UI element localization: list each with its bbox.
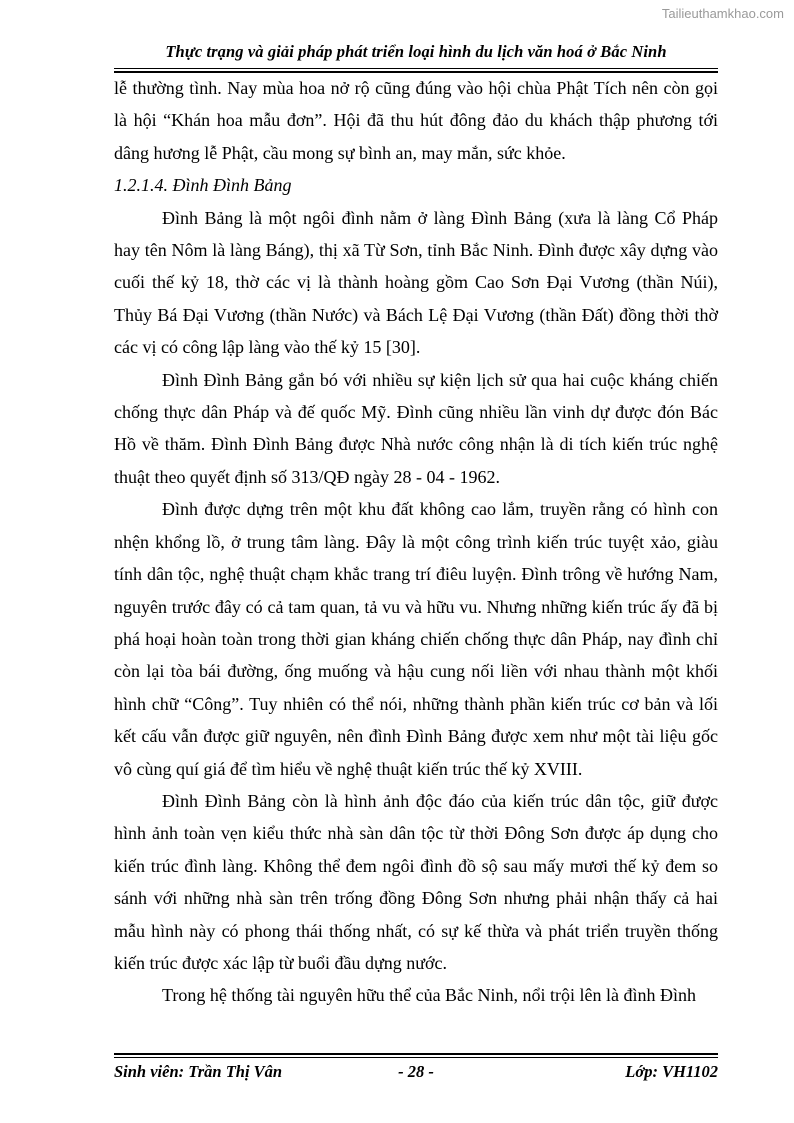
footer-student: Sinh viên: Trần Thị Vân xyxy=(114,1062,283,1081)
page-footer xyxy=(114,1062,718,1084)
paragraph: Đình Đình Bảng gắn bó với nhiều sự kiện lịch sử qua hai cuộc kháng chiến chống thực dân Pháp và đế quốc Mỹ. Đình cũng nhiều lần vinh dự được đón Bác Hồ về thăm. Đình Đình Bảng được Nhà nước công nhận là di tích kiến trúc nghệ thuật theo quyết định số 313/QĐ ngày 28 - 04 - 1962. xyxy=(114,369,718,487)
header-rule xyxy=(114,68,718,69)
page-number: - 28 - xyxy=(398,1062,434,1081)
paragraph: Trong hệ thống tài nguyên hữu thể của Bắc Ninh, nổi trội lên là đình Đình xyxy=(162,985,697,1006)
watermark: Tailieuthamkhao.com xyxy=(661,6,784,21)
footer-class: Lớp: VH1102 xyxy=(625,1062,718,1081)
paragraph: Đình Đình Bảng còn là hình ảnh độc đáo của kiến trúc dân tộc, giữ được hình ảnh toàn vẹn kiểu thức nhà sàn dân tộc từ thời Đông Sơn được áp dụng cho kiến trúc đình làng. Không thể đem ngôi đình đồ sộ sau mấy mươi thế kỷ đem so sánh với những nhà sàn trên trống đồng Đông Sơn nhưng phải nhận thấy cả hai mẫu hình này có phong thái thống nhất, có sự kế thừa và phát triển truyền thống kiến trúc được xác lập từ buổi đầu dựng nước. xyxy=(114,790,718,973)
section-heading: 1.2.1.4. Đình Đình Bảng xyxy=(114,175,292,196)
paragraph-continued: lễ thường tình. Nay mùa hoa nở rộ cũng đúng vào hội chùa Phật Tích nên còn gọi là hội “Khán hoa mẫu đơn”. Hội đã thu hút đông đảo du khách thập phương tới dâng hương lễ Phật, cầu mong sự bình an, may mắn, sức khỏe. xyxy=(114,78,718,163)
paragraph: Đình được dựng trên một khu đất không cao lắm, truyền rằng có hình con nhện khổng lồ, ở trung tâm làng. Đây là một công trình kiến trúc tuyệt xảo, giàu tính dân tộc, nghệ thuật chạm khắc trang trí điêu luyện. Đình trông về hướng Nam, nguyên trước đây có cả tam quan, tả vu và hữu vu. Nhưng những kiến trúc ấy đã bị phá hoại hoàn toàn trong thời gian kháng chiến chống thực dân Pháp, nay đình chỉ còn lại tòa bái đường, ống muống và hậu cung nối liền với nhau thành một khối hình chữ “Công”. Tuy nhiên có thể nói, những thành phần kiến trúc cơ bản và lối kết cấu vẫn được giữ nguyên, nên đình Đình Bảng được xem như một tài liệu gốc vô cùng quí giá để tìm hiểu về nghệ thuật kiến trúc thế kỷ XVIII. xyxy=(114,499,718,779)
paragraph: Đình Bảng là một ngôi đình nằm ở làng Đình Bảng (xưa là làng Cổ Pháp hay tên Nôm là làng Báng), thị xã Từ Sơn, tỉnh Bắc Ninh. Đình được xây dựng vào cuối thế kỷ 18, thờ các vị là thành hoàng gồm Cao Sơn Đại Vương (thần Núi), Thủy Bá Đại Vương (thần Nước) và Bách Lệ Đại Vương (thần Đất) đồng thời thờ các vị có công lập làng vào thế kỷ 15 [30]. xyxy=(114,207,718,358)
footer-rule-thick xyxy=(114,1053,718,1055)
footer-rule xyxy=(114,1057,718,1058)
page-body xyxy=(114,72,718,1012)
running-header: Thực trạng và giải pháp phát triển loại hình du lịch văn hoá ở Bắc Ninh xyxy=(165,42,667,61)
